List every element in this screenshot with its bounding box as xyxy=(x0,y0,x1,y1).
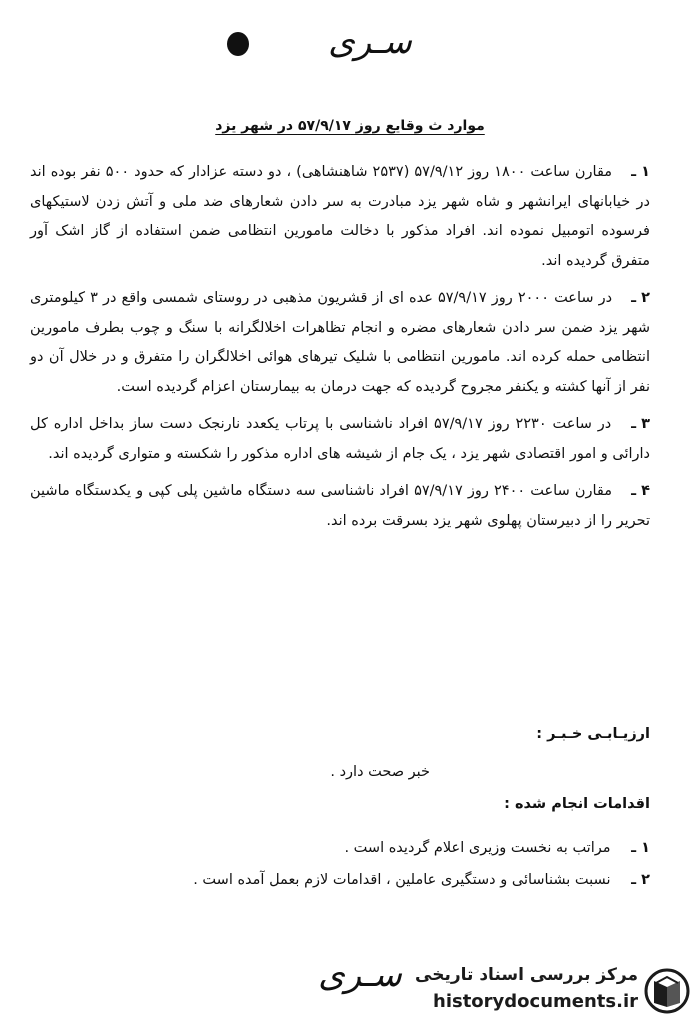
item-text: در ساعت ۲۰۰۰ روز ۵۷/۹/۱۷ عده ای از قشریون مذهبی در روستای شمسی واقع در ۳ کیلومتری شهر یزد ضمن سر دادن شعارهای مضره و انجام تظاهرات اخلالگرانه با سنگ و چوب بطرف مامورین انتظامی حمله کرده اند. مامورین انتظامی با شلیک تیرهای هوائی اخلالگران را متفرق و در خلال آن دو نفر از آنها کشته و یکنفر مجروح گردیده که جهت درمان به بیمارستان اعزام گردیده است. xyxy=(30,290,650,395)
item-number: ۴ ـ xyxy=(631,483,650,499)
document-title: موارد ث وقایع روز ۵۷/۹/۱۷ در شهر یزد xyxy=(215,118,485,134)
measure-text: مراتب به نخست وزیری اعلام گردیده است . xyxy=(344,840,611,856)
measure-number: ۲ ـ xyxy=(631,872,650,888)
measure-text: نسبت بشناسائی و دستگیری عاملین ، اقدامات لازم بعمل آمده است . xyxy=(193,872,611,888)
header-classification xyxy=(0,22,700,70)
archive-logo-icon xyxy=(644,967,690,1015)
item-text: مقارن ساعت ۲۴۰۰ روز ۵۷/۹/۱۷ افراد ناشناسی سه دستگاه ماشین پلی کپی و یکدستگاه ماشین تحریر را از دبیرستان پهلوی شهر یزد بسرقت برده اند. xyxy=(30,483,650,529)
item-number: ۲ ـ xyxy=(631,290,651,306)
archive-name: مرکز بررسی اسناد تاریخی xyxy=(415,965,638,985)
measures-list xyxy=(40,832,650,896)
item-text: مقارن ساعت ۱۸۰۰ روز ۵۷/۹/۱۲ (۲۵۳۷ شاهنشاهی) ، دو دسته عزادار که حدود ۵۰۰ نفر بوده اند در خیابانهای ایرانشهر و شاه شهر یزد مبادرت به سر دادن شعارهای ضد ملی و آتش زدن لاستیکهای فرسوده اتومبیل نموده اند. افراد مذکور با دخالت مامورین انتظامی ضمن استفاده از گاز اشک آور متفرق گردیده اند. xyxy=(30,164,650,269)
report-items xyxy=(30,158,650,544)
classification-stamp-bottom: سـری xyxy=(318,955,402,995)
item-text: در ساعت ۲۲۳۰ روز ۵۷/۹/۱۷ افراد ناشناسی با پرتاب یکعدد نارنجک دست ساز بداخل اداره کل دارائی و امور اقتصادی شهر یزد ، یک جام از شیشه های اداره مذکور را شکسته و متواری گردیده اند. xyxy=(30,416,650,462)
measure-number: ۱ ـ xyxy=(631,840,650,856)
measure-item xyxy=(40,832,650,864)
report-item xyxy=(30,158,650,276)
classification-stamp-top: سـری xyxy=(328,22,412,62)
archive-watermark xyxy=(400,961,690,1021)
report-item xyxy=(30,410,650,469)
archive-url: historydocuments.ir xyxy=(433,991,638,1012)
evaluation-label: ارزیـابـی خـبـر : xyxy=(536,726,650,742)
evaluation-text: خبر صحت دارد . xyxy=(330,764,430,780)
report-item xyxy=(30,284,650,402)
item-number: ۱ ـ xyxy=(631,164,650,180)
item-number: ۳ ـ xyxy=(631,416,650,432)
report-item xyxy=(30,477,650,536)
measure-item xyxy=(40,864,650,896)
measures-label: اقدامات انجام شده : xyxy=(504,796,650,812)
